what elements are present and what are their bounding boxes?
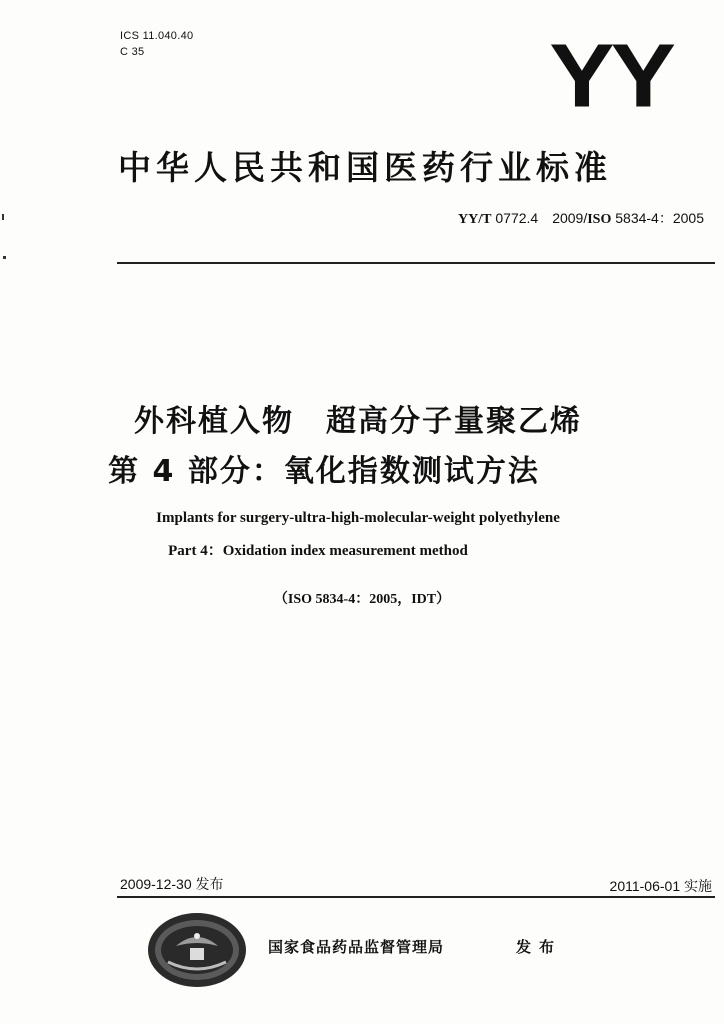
std-prefix: YY/T	[458, 212, 492, 227]
classification-codes	[120, 28, 193, 60]
english-title-line-1: Implants for surgery-ultra-high-molecular-weight polyethylene	[156, 510, 560, 526]
effective-date: 2011-06-01 实施	[609, 878, 712, 894]
chinese-title-line-1: 外科植入物 超高分子量聚乙烯	[134, 404, 582, 439]
iso-equivalence: （ISO 5834-4：2005，IDT）	[273, 592, 451, 607]
ccs-code: C 35	[120, 46, 145, 58]
chinese-title-line-2: 第 4 部分：氧化指数测试方法	[108, 454, 540, 489]
emblem-icon	[146, 910, 248, 990]
iso-body: 5834-4：2005	[611, 210, 704, 226]
scan-mark	[2, 214, 4, 220]
issue-date: 2009-12-30 发布	[120, 876, 224, 892]
header-divider	[117, 262, 715, 264]
publish-label: 发布	[516, 938, 563, 956]
standard-category-title: 中华人民共和国医药行业标准	[118, 148, 612, 187]
scan-mark	[3, 256, 6, 259]
issuing-authority: 国家食品药品监督管理局	[268, 938, 445, 956]
yy-logo: YY	[549, 24, 672, 126]
iso-prefix: ISO	[587, 212, 612, 227]
standard-number	[458, 208, 704, 228]
english-title-line-2: Part 4：Oxidation index measurement method	[168, 543, 468, 559]
ics-code: ICS 11.040.40	[120, 30, 194, 42]
std-body: 0772.4 2009/	[491, 210, 588, 226]
footer-divider	[117, 896, 715, 898]
